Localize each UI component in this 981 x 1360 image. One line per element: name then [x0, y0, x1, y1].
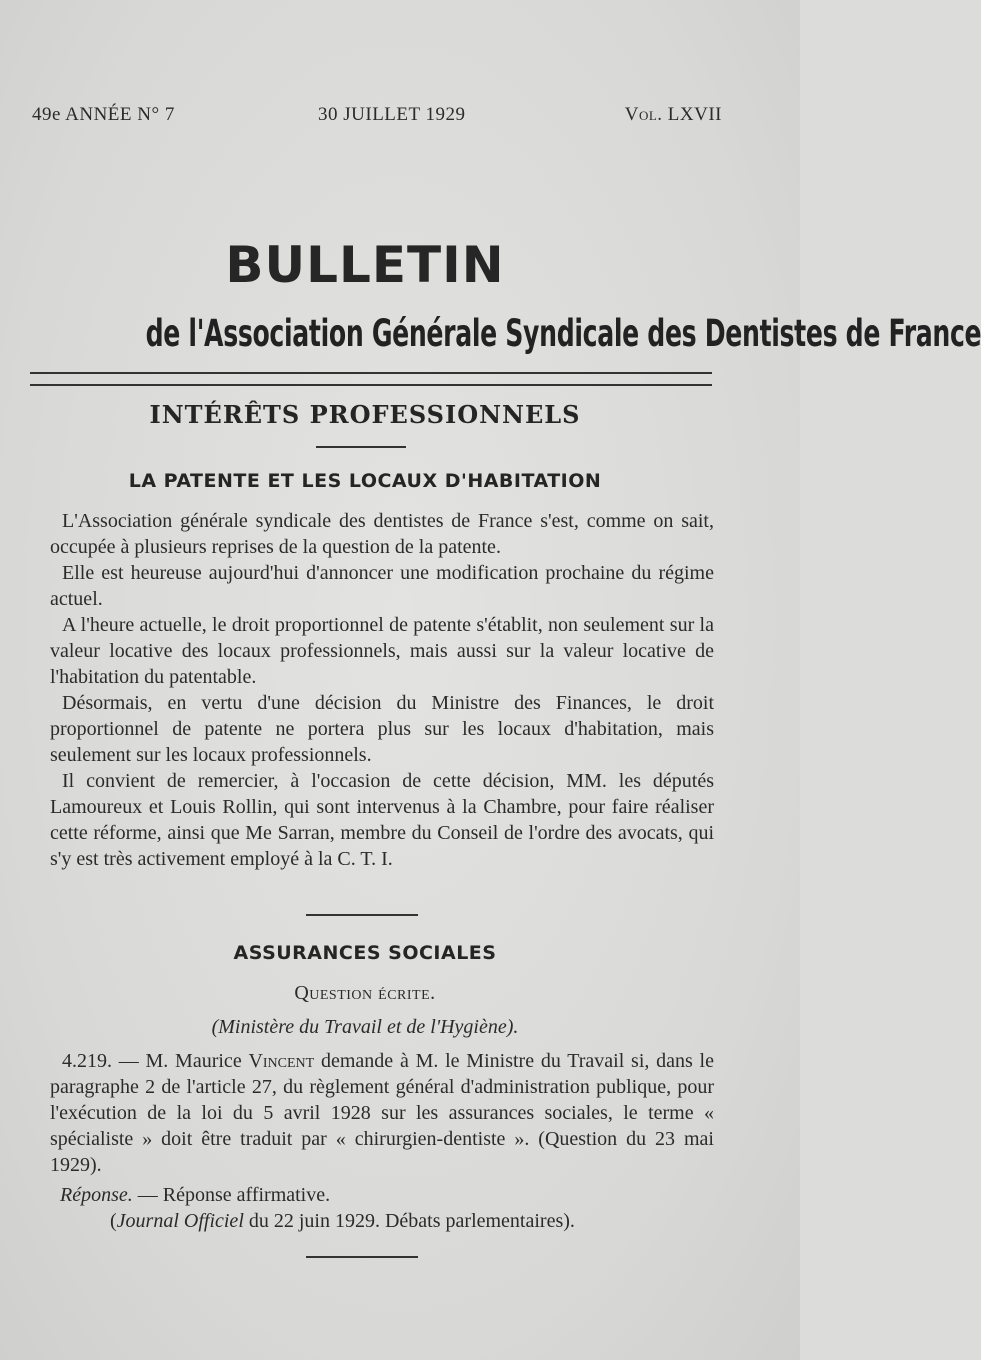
paragraph: A l'heure actuelle, le droit proportionnel de patente s'établit, non seulement sur la valeur locative des locaux professionnels, mais aussi sur la valeur locative de l'habitation du patentable. [50, 614, 714, 688]
issue-date: 30 JUILLET 1929 [318, 104, 466, 125]
reponse-text: — Réponse affirmative. [132, 1184, 331, 1206]
deputy-name: Vincent [248, 1050, 315, 1072]
paragraph: Désormais, en vertu d'une décision du Ministre des Finances, le droit proportionnel de patente ne portera plus sur les locaux d'habitation, mais seulement sur les locaux professionnels. [50, 692, 714, 766]
issue-number: 49e ANNÉE N° 7 [32, 104, 175, 125]
masthead-title: BULLETIN [225, 236, 505, 294]
divider-rule [306, 914, 418, 916]
journal-reference [110, 1210, 710, 1233]
section-heading-assurances: ASSURANCES SOCIALES [233, 942, 497, 964]
divider-rule [306, 1256, 418, 1258]
paragraph: Elle est heureuse aujourd'hui d'annoncer une modification prochaine du régime actuel. [50, 562, 714, 610]
divider-rule [316, 446, 406, 448]
question-number: 4.219. — M. Maurice [62, 1050, 249, 1072]
section-heading-text: INTÉRÊTS PROFESSIONNELS [149, 400, 581, 429]
masthead-double-rule [30, 372, 712, 386]
journal-name: Journal Officiel [116, 1210, 244, 1232]
volume-number: Vol. LXVII [624, 104, 722, 125]
question-text: demande à M. le Ministre du Travail si, dans le paragraphe 2 de l'article 27, du règlement général d'administration publique, pour l'exécution de la loi du 5 avril 1928 sur les assurances sociales, le terme « spécialiste » doit être traduit par « chirurgien-dentiste ». (Question du 23 mai 1929). [50, 1050, 714, 1176]
article-title-patente: LA PATENTE ET LES LOCAUX D'HABITATION [128, 470, 602, 492]
question-paragraph [50, 1048, 714, 1178]
journal-open: ( [110, 1210, 117, 1232]
reponse-line [60, 1184, 330, 1207]
paragraph: L'Association générale syndicale des dentistes de France s'est, comme on sait, occupée à plusieurs reprises de la question de la patente. [50, 510, 714, 558]
journal-rest: du 22 juin 1929. Débats parlementaires). [243, 1210, 575, 1232]
masthead-subtitle: de l'Association Générale Syndicale des Dentistes de France [145, 312, 981, 355]
reponse-label: Réponse. [60, 1184, 133, 1206]
paragraph: Il convient de remercier, à l'occasion de cette décision, MM. les députés Lamoureux et Louis Rollin, qui sont intervenus à la Chambre, pour faire réaliser cette réforme, ainsi que Me Sarran, membre du Conseil de l'ordre des avocats, qui s'y est très activement employé à la C. T. I. [50, 770, 714, 870]
ministry-label: (Ministère du Travail et de l'Hygiène). [211, 1016, 519, 1038]
question-body [50, 1048, 714, 1178]
article-body-patente [50, 508, 714, 872]
question-label: Question écrite. [294, 982, 436, 1004]
section-heading-interets [0, 400, 730, 429]
